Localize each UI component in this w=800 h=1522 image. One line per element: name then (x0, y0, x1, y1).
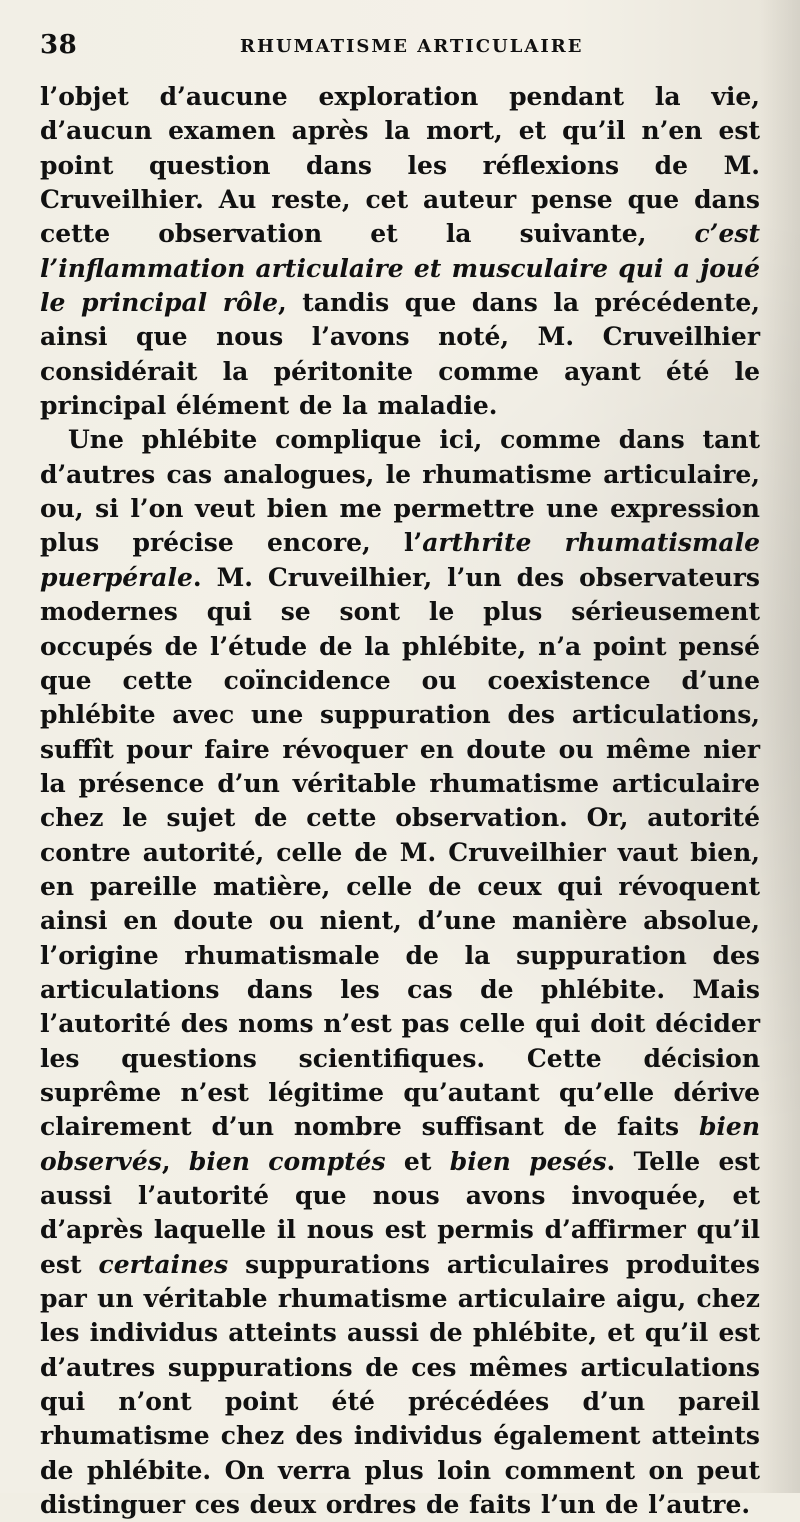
body-text (40, 80, 760, 1522)
page-number: 38 (40, 30, 78, 60)
paragraph-1-text-b: , tandis que dans la précédente, ainsi que nous l’avons noté, M. Cruveilhier considérait la péritonite comme ayant été le principal élément de la maladie. (40, 288, 761, 421)
paragraph-1-italic-a: c’est l’inflammation articulaire et musculaire qui a joué le principal rôle (40, 219, 760, 318)
paragraph-2-text-e: . Telle est aussi l’autorité que nous avons invoquée, et d’après laquelle il nous est permis d’affirmer qu’il est (40, 1146, 760, 1279)
paragraph-1 (40, 80, 760, 423)
paragraph-2-text-a: Une phlébite complique ici, comme dans tant d’autres cas analogues, le rhumatisme articulaire, ou, si l’on veut bien me permettre une expression plus précise encore, l’ (40, 425, 760, 558)
paragraph-2-text-d: et (385, 1146, 450, 1176)
page-header (40, 30, 760, 70)
paragraph-2-text-c: , (161, 1146, 189, 1176)
paragraph-1-text-a: l’objet d’aucune exploration pendant la vie, d’aucun examen après la mort, et qu’il n’en est point question dans les réflexions de M. Cruveilhier. Au reste, cet auteur pense que dans cette observation et la suivante, (40, 82, 760, 249)
paragraph-2-italic-a: arthrite rhumatismale puerpérale (40, 528, 760, 592)
paragraph-2 (40, 423, 760, 1522)
paragraph-2-italic-c: bien comptés (188, 1146, 386, 1176)
paragraph-2-text-f: suppurations articulaires produites par un véritable rhumatisme articulaire aigu, chez les individus atteints aussi de phlébite, et qu’il est d’autres suppurations de ces mêmes articulations qui n’ont point été précédées d’un pareil rhumatisme chez des individus également atteints de phlébite. On verra plus loin comment on peut distinguer ces deux ordres de faits l’un de l’autre. (40, 1249, 760, 1520)
paragraph-2-text-b: . M. Cruveilhier, l’un des observateurs modernes qui se sont le plus sérieusement occupés de l’étude de la phlébite, n’a point pensé que cette coïncidence ou coexistence d’une phlébite avec une suppuration des articulations, suffît pour faire révoquer en doute ou même nier la présence d’un véritable rhumatisme articulaire chez le sujet de cette observation. Or, autorité contre autorité, celle de M. Cruveilhier vaut bien, en pareille matière, celle de ceux qui révoquent ainsi en doute ou nient, d’une manière absolue, l’origine rhumatismale de la suppuration des articulations dans les cas de phlébite. Mais l’autorité des noms n’est pas celle qui doit décider les questions scientifiques. Cette décision suprême n’est légitime qu’autant qu’elle dérive clairement d’un nombre suffisant de faits (40, 562, 760, 1142)
paragraph-2-italic-d: bien pesés (449, 1146, 607, 1176)
paragraph-2-italic-b: bien observés (40, 1112, 760, 1176)
paragraph-2-italic-e: certaines (98, 1249, 229, 1279)
page-edge-shadow (760, 0, 800, 1493)
running-head: RHUMATISME ARTICULAIRE (240, 36, 584, 57)
